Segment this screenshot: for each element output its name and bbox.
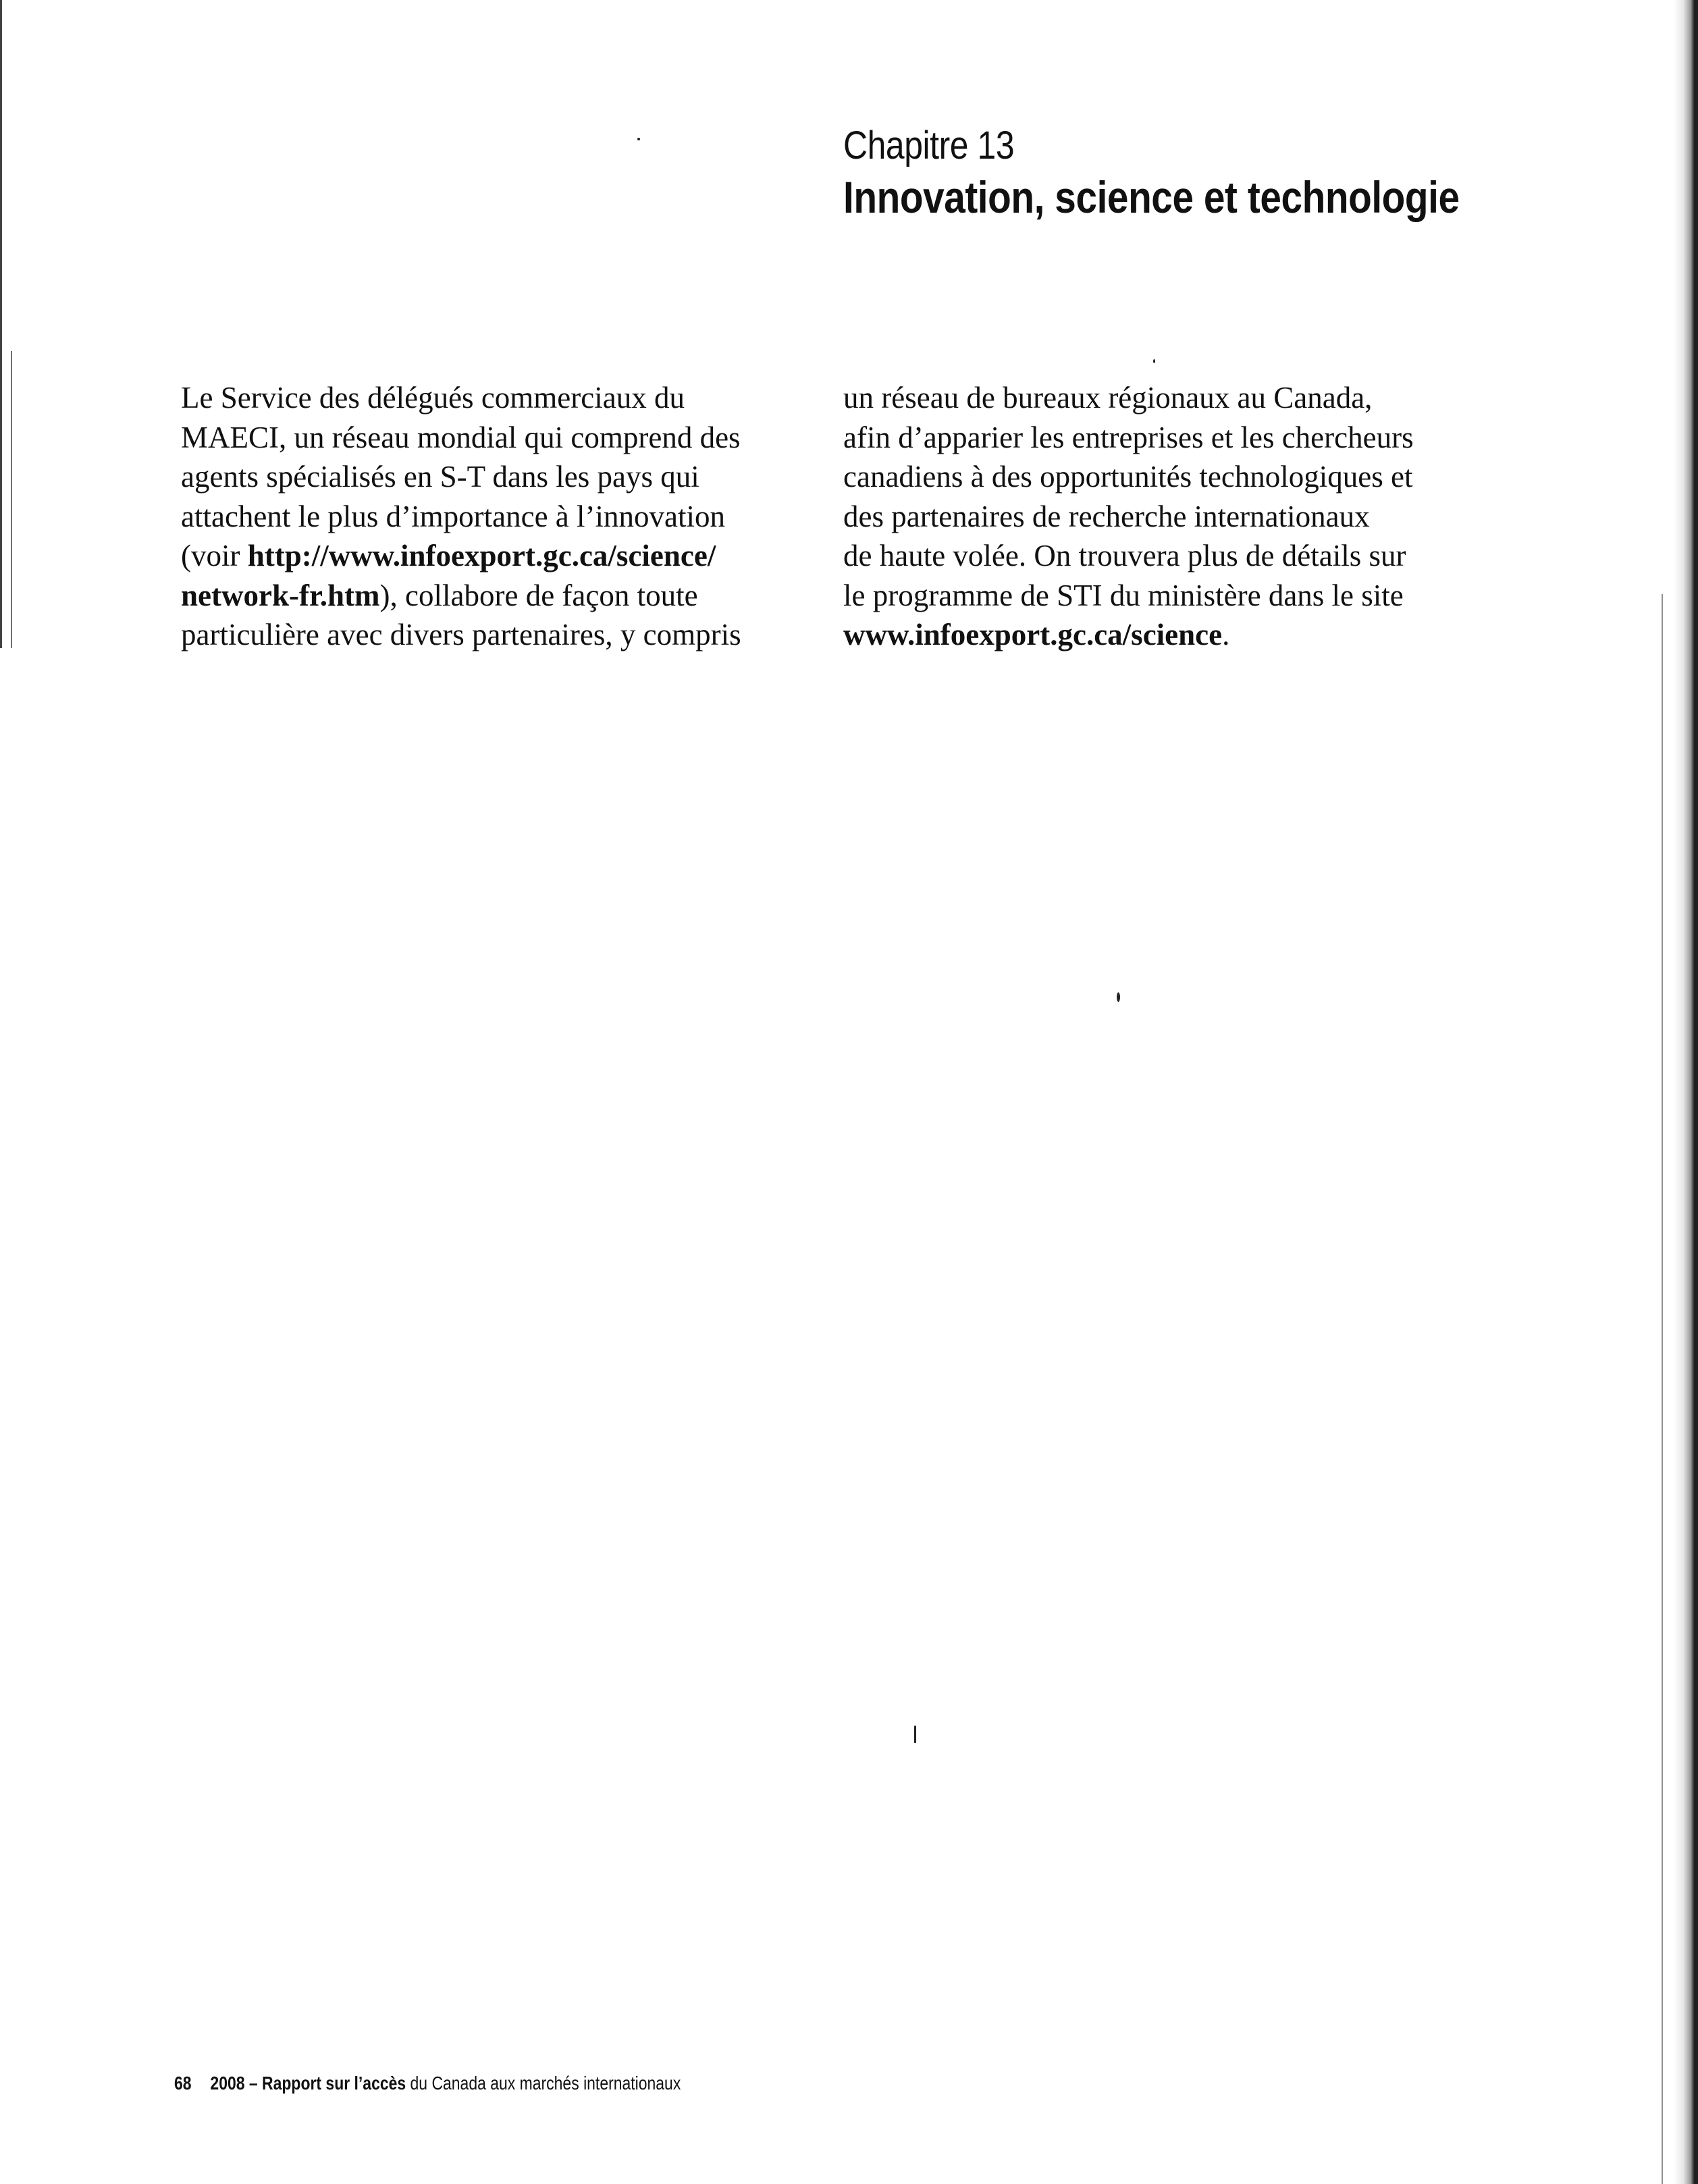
chapter-heading (843, 122, 1560, 224)
link-url[interactable]: network-fr.htm (181, 578, 380, 612)
text-line: de haute volée. On trouvera plus de détails sur (843, 539, 1406, 572)
text-line (181, 536, 741, 576)
scan-speck (1153, 359, 1155, 363)
page-number: 68 (174, 2073, 192, 2094)
page-footer (174, 2071, 681, 2096)
text-fragment: . (1222, 618, 1230, 651)
scan-binding-edge-right (1674, 0, 1698, 2184)
text-line: MAECI, un réseau mondial qui comprend des (181, 420, 741, 454)
scan-speck (1117, 992, 1120, 1002)
text-line: un réseau de bureaux régionaux au Canada, (843, 381, 1373, 415)
text-line: canadiens à des opportunités technologiques et (843, 460, 1413, 494)
link-url[interactable]: http://www.infoexport.gc.ca/science/ (247, 539, 716, 572)
text-line: des partenaires de recherche internationaux (843, 499, 1370, 533)
scan-speck (914, 1726, 916, 1743)
body-column-left (181, 378, 741, 655)
text-fragment: (voir (181, 539, 248, 572)
chapter-number: Chapitre 13 (843, 124, 1015, 167)
text-line: le programme de STI du ministère dans le site (843, 578, 1404, 612)
text-line (181, 576, 741, 616)
footer-year: 2008 (210, 2073, 245, 2094)
scan-speck (637, 138, 640, 140)
chapter-title: Innovation, science et technologie (843, 172, 1460, 222)
text-line (843, 615, 1414, 655)
footer-title-bold: Rapport sur l’accès (262, 2073, 406, 2094)
text-line: attachent le plus d’importance à l’innovation (181, 499, 725, 533)
scan-binding-edge-left (0, 0, 6, 648)
scan-edge-line-right (1662, 594, 1663, 2184)
link-url[interactable]: www.infoexport.gc.ca/science (843, 618, 1223, 651)
text-fragment: ), collabore de façon toute (379, 578, 698, 612)
text-line: agents spécialisés en S-T dans les pays qui (181, 460, 699, 494)
text-line: particulière avec divers partenaires, y compris (181, 618, 741, 651)
body-column-right (843, 378, 1414, 655)
footer-title: du Canada aux marchés internationaux (406, 2073, 681, 2094)
text-line: afin d’apparier les entreprises et les chercheurs (843, 420, 1414, 454)
scan-binding-edge-left-inner (11, 351, 16, 648)
footer-dash: – (244, 2073, 263, 2094)
text-line: Le Service des délégués commerciaux du (181, 381, 685, 415)
